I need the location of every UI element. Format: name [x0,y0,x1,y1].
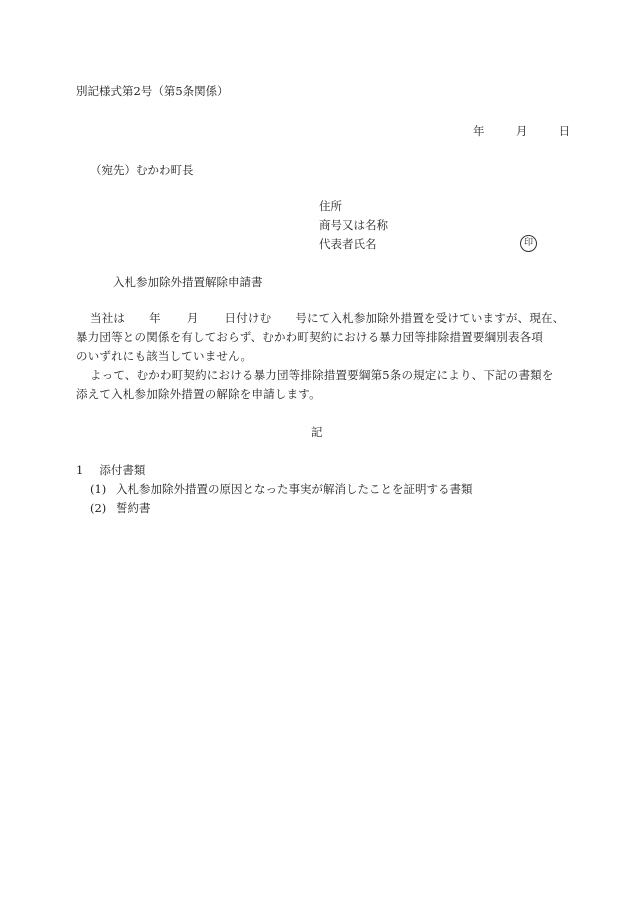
attachment-item-text: 誓約書 [116,501,151,515]
attachment-item [90,482,473,496]
address-label: 住所 [319,199,342,213]
attachment-item-number: (1) [90,482,107,496]
representative-name-label: 代表者氏名 [319,237,377,251]
attachment-item-number: (2) [90,501,107,515]
p1-number-text: 号にて入札参加除外措置を受けていますが、現在、 [295,311,565,325]
company-name-label: 商号又は名称 [319,218,388,232]
paragraph-1-line-1 [76,309,565,328]
paragraph-2-line-2: 添えて入札参加除外措置の解除を申請します。 [76,387,321,401]
document-title: 入札参加除外措置解除申請書 [113,275,263,289]
seal-mark: 印 [520,235,537,252]
form-number: 別記様式第2号（第5条関係） [76,84,229,98]
paragraph-1-line-2: 暴力団等との関係を有しておらず、むかわ町契約における暴力団等排除措置要綱別表各項 [76,330,544,344]
body-paragraph-2 [76,366,562,404]
p1-day: 日付けむ [224,311,272,325]
date-day: 日 [558,124,571,138]
attachments-heading-text: 添付書類 [99,463,146,477]
attachments-heading [76,463,145,477]
p1-company-text: 当社は [90,311,126,325]
addressee: （宛先）むかわ町長 [90,163,194,177]
date-line [473,124,570,138]
paragraph-1-line-3: のいずれにも該当していません。 [76,349,253,363]
paragraph-2-line-1: よって、むかわ町契約における暴力団等排除措置要綱第5条の規定により、下記の書類を [90,368,554,382]
ki-heading: 記 [311,425,323,439]
attachment-item-text: 入札参加除外措置の原因となった事実が解消したことを証明する書類 [116,482,473,496]
attachments-heading-number: 1 [76,463,84,477]
p1-year: 年 [149,311,161,325]
body-paragraph-1 [76,309,565,366]
p1-month: 月 [186,311,199,325]
attachment-item [90,501,151,515]
date-year: 年 [473,124,485,138]
date-month: 月 [515,124,528,138]
